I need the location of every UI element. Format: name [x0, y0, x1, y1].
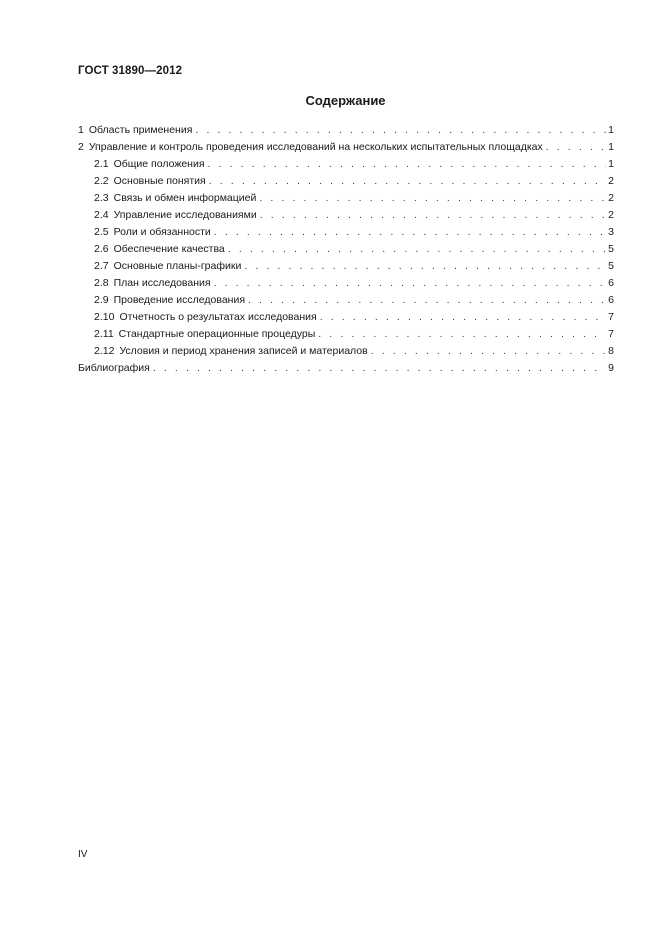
- toc-entry-number: 2.4: [94, 209, 109, 221]
- toc-dot-leader: [371, 343, 606, 360]
- toc-entry-number: 2.9: [94, 294, 109, 306]
- toc-dot-leader: [214, 275, 606, 292]
- toc-dot-leader: [244, 258, 606, 275]
- toc-entry-number: 2.1: [94, 158, 109, 170]
- document-standard-header: ГОСТ 31890—2012: [78, 65, 183, 77]
- toc-entry[interactable]: [78, 173, 614, 190]
- toc-entry-title: Проведение исследования: [113, 294, 246, 306]
- toc-entry-page: 6: [608, 277, 614, 289]
- toc-entry-number: 2.2: [94, 175, 109, 187]
- toc-entry-page: 1: [608, 141, 614, 153]
- toc-entry[interactable]: [78, 309, 614, 326]
- toc-entry[interactable]: [78, 241, 614, 258]
- toc-dot-leader: [248, 292, 606, 309]
- toc-entry-page: 3: [608, 226, 614, 238]
- toc-entry[interactable]: [78, 275, 614, 292]
- toc-entry[interactable]: [78, 224, 614, 241]
- toc-entry[interactable]: [78, 190, 614, 207]
- toc-dot-leader: [208, 156, 606, 173]
- toc-entry-title: Связь и обмен информацией: [113, 192, 257, 204]
- toc-entry-title: Обеспечение качества: [113, 243, 225, 255]
- toc-entry-title: Библиография: [78, 362, 150, 374]
- toc-dot-leader: [228, 241, 606, 258]
- toc-entry-number: 2.7: [94, 260, 109, 272]
- toc-entry-number: 2: [78, 141, 84, 153]
- table-of-contents: [78, 122, 614, 377]
- toc-entry[interactable]: [78, 360, 614, 377]
- toc-entry-page: 7: [608, 328, 614, 340]
- toc-entry-title: План исследования: [113, 277, 211, 289]
- toc-dot-leader: [320, 309, 606, 326]
- toc-dot-leader: [209, 173, 606, 190]
- toc-entry-title: Отчетность о результатах исследования: [119, 311, 317, 323]
- toc-entry-page: 5: [608, 260, 614, 272]
- toc-entry-title: Общие положения: [113, 158, 205, 170]
- toc-entry-title: Основные понятия: [113, 175, 206, 187]
- toc-entry[interactable]: [78, 122, 614, 139]
- toc-entry-number: 2.12: [94, 345, 115, 357]
- toc-entry-title: Роли и обязанности: [113, 226, 211, 238]
- toc-entry-page: 6: [608, 294, 614, 306]
- toc-entry[interactable]: [78, 156, 614, 173]
- toc-entry[interactable]: [78, 326, 614, 343]
- toc-entry-number: 2.10: [94, 311, 115, 323]
- toc-entry-page: 8: [608, 345, 614, 357]
- toc-entry-page: 9: [608, 362, 614, 374]
- toc-dot-leader: [195, 122, 606, 139]
- toc-dot-leader: [546, 139, 606, 156]
- toc-entry-title: Условия и период хранения записей и материалов: [119, 345, 368, 357]
- toc-entry-page: 2: [608, 175, 614, 187]
- toc-entry-page: 2: [608, 192, 614, 204]
- toc-entry-number: 2.3: [94, 192, 109, 204]
- toc-entry[interactable]: [78, 292, 614, 309]
- toc-entry-number: 2.6: [94, 243, 109, 255]
- toc-entry[interactable]: [78, 343, 614, 360]
- toc-title: Содержание: [305, 93, 386, 108]
- toc-entry-number: 2.5: [94, 226, 109, 238]
- toc-entry-page: 5: [608, 243, 614, 255]
- toc-dot-leader: [318, 326, 606, 343]
- toc-entry-page: 1: [608, 124, 614, 136]
- toc-dot-leader: [153, 360, 606, 377]
- toc-entry-title: Стандартные операционные процедуры: [118, 328, 316, 340]
- toc-entry[interactable]: [78, 207, 614, 224]
- toc-entry[interactable]: [78, 258, 614, 275]
- toc-entry[interactable]: [78, 139, 614, 156]
- toc-entry-page: 2: [608, 209, 614, 221]
- toc-entry-number: 2.11: [94, 328, 114, 340]
- toc-entry-page: 1: [608, 158, 614, 170]
- page-number: IV: [78, 849, 88, 860]
- toc-entry-page: 7: [608, 311, 614, 323]
- toc-dot-leader: [259, 190, 606, 207]
- toc-dot-leader: [260, 207, 606, 224]
- toc-entry-number: 2.8: [94, 277, 109, 289]
- toc-entry-number: 1: [78, 124, 84, 136]
- toc-entry-title: Основные планы-графики: [113, 260, 242, 272]
- toc-entry-title: Управление и контроль проведения исследований на нескольких испытательных площадках: [88, 141, 543, 153]
- toc-dot-leader: [214, 224, 606, 241]
- toc-entry-title: Управление исследованиями: [113, 209, 257, 221]
- toc-entry-title: Область применения: [88, 124, 193, 136]
